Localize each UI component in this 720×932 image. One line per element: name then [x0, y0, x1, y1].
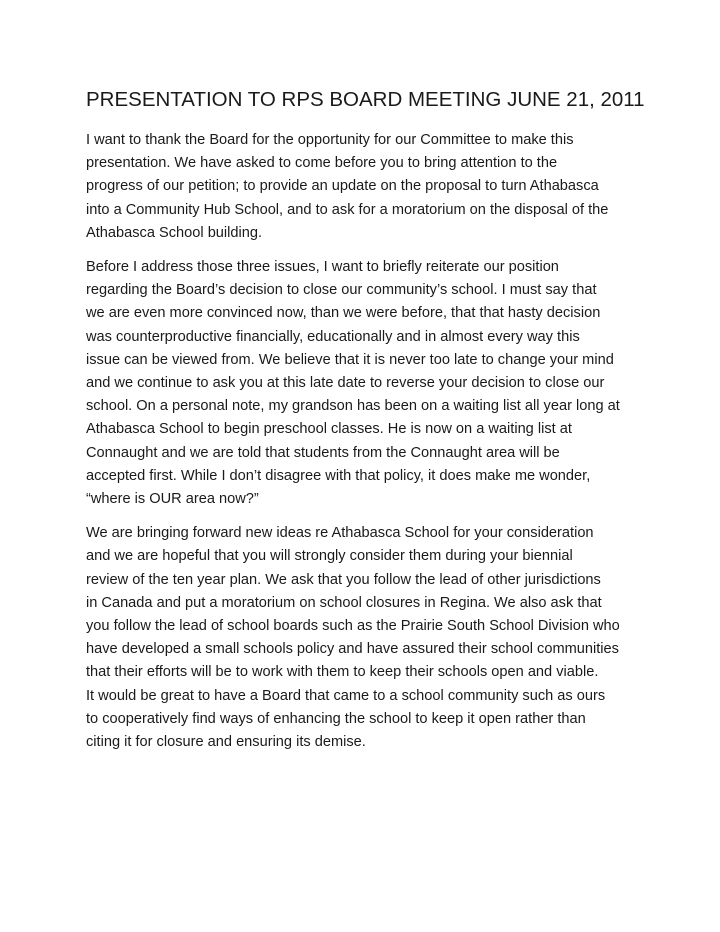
text-line: We are bringing forward new ideas re Athabasca School for your consideration: [86, 525, 594, 542]
text-line: Athabasca School to begin preschool classes. He is now on a waiting list at: [86, 421, 572, 438]
text-line: Connaught and we are told that students from the Connaught area will be: [86, 444, 560, 461]
text-line: into a Community Hub School, and to ask for a moratorium on the disposal of the: [86, 201, 609, 218]
text-line: progress of our petition; to provide an update on the proposal to turn Athabasca: [86, 178, 599, 195]
paragraph-position: [86, 256, 638, 511]
text-line: you follow the lead of school boards such as the Prairie South School Division who: [86, 618, 620, 635]
paragraph-new-ideas: [86, 522, 638, 754]
text-line: I want to thank the Board for the opportunity for our Committee to make this: [86, 132, 574, 148]
text-line: and we continue to ask you at this late date to reverse your decision to close our: [86, 375, 605, 392]
text-line: presentation. We have asked to come before you to bring attention to the: [86, 155, 558, 172]
text-line: school. On a personal note, my grandson has been on a waiting list all year long at: [86, 398, 620, 415]
text-line: have developed a small schools policy and have assured their school communities: [86, 641, 619, 658]
text-line: citing it for closure and ensuring its demise.: [86, 734, 366, 751]
text-line: issue can be viewed from. We believe that it is never too late to change your mind: [86, 351, 614, 368]
text-line: Athabasca School building.: [86, 224, 263, 241]
text-line: and we are hopeful that you will strongly consider them during your biennial: [86, 548, 573, 565]
paragraph-thanks: [86, 129, 638, 245]
document-title: PRESENTATION TO RPS BOARD MEETING JUNE 21, 2011: [86, 88, 645, 111]
text-line: in Canada and put a moratorium on school closures in Regina. We also ask that: [86, 594, 602, 611]
text-line: was counterproductive financially, educationally and in almost every way this: [86, 328, 580, 345]
text-line: Before I address those three issues, I want to briefly reiterate our position: [86, 259, 559, 276]
text-line: It would be great to have a Board that came to a school community such as ours: [86, 687, 606, 704]
text-line: that their efforts will be to work with them to keep their schools open and viable.: [86, 664, 599, 681]
text-line: we are even more convinced now, than we were before, that that hasty decision: [86, 305, 601, 322]
text-line: accepted first. While I don’t disagree with that policy, it does make me wonder,: [86, 467, 591, 484]
text-line: “where is OUR area now?”: [86, 491, 259, 508]
text-line: to cooperatively find ways of enhancing the school to keep it open rather than: [86, 710, 586, 727]
document-body: [86, 129, 638, 765]
text-line: review of the ten year plan. We ask that you follow the lead of other jurisdictions: [86, 571, 601, 588]
text-line: regarding the Board’s decision to close our community’s school. I must say that: [86, 282, 597, 299]
